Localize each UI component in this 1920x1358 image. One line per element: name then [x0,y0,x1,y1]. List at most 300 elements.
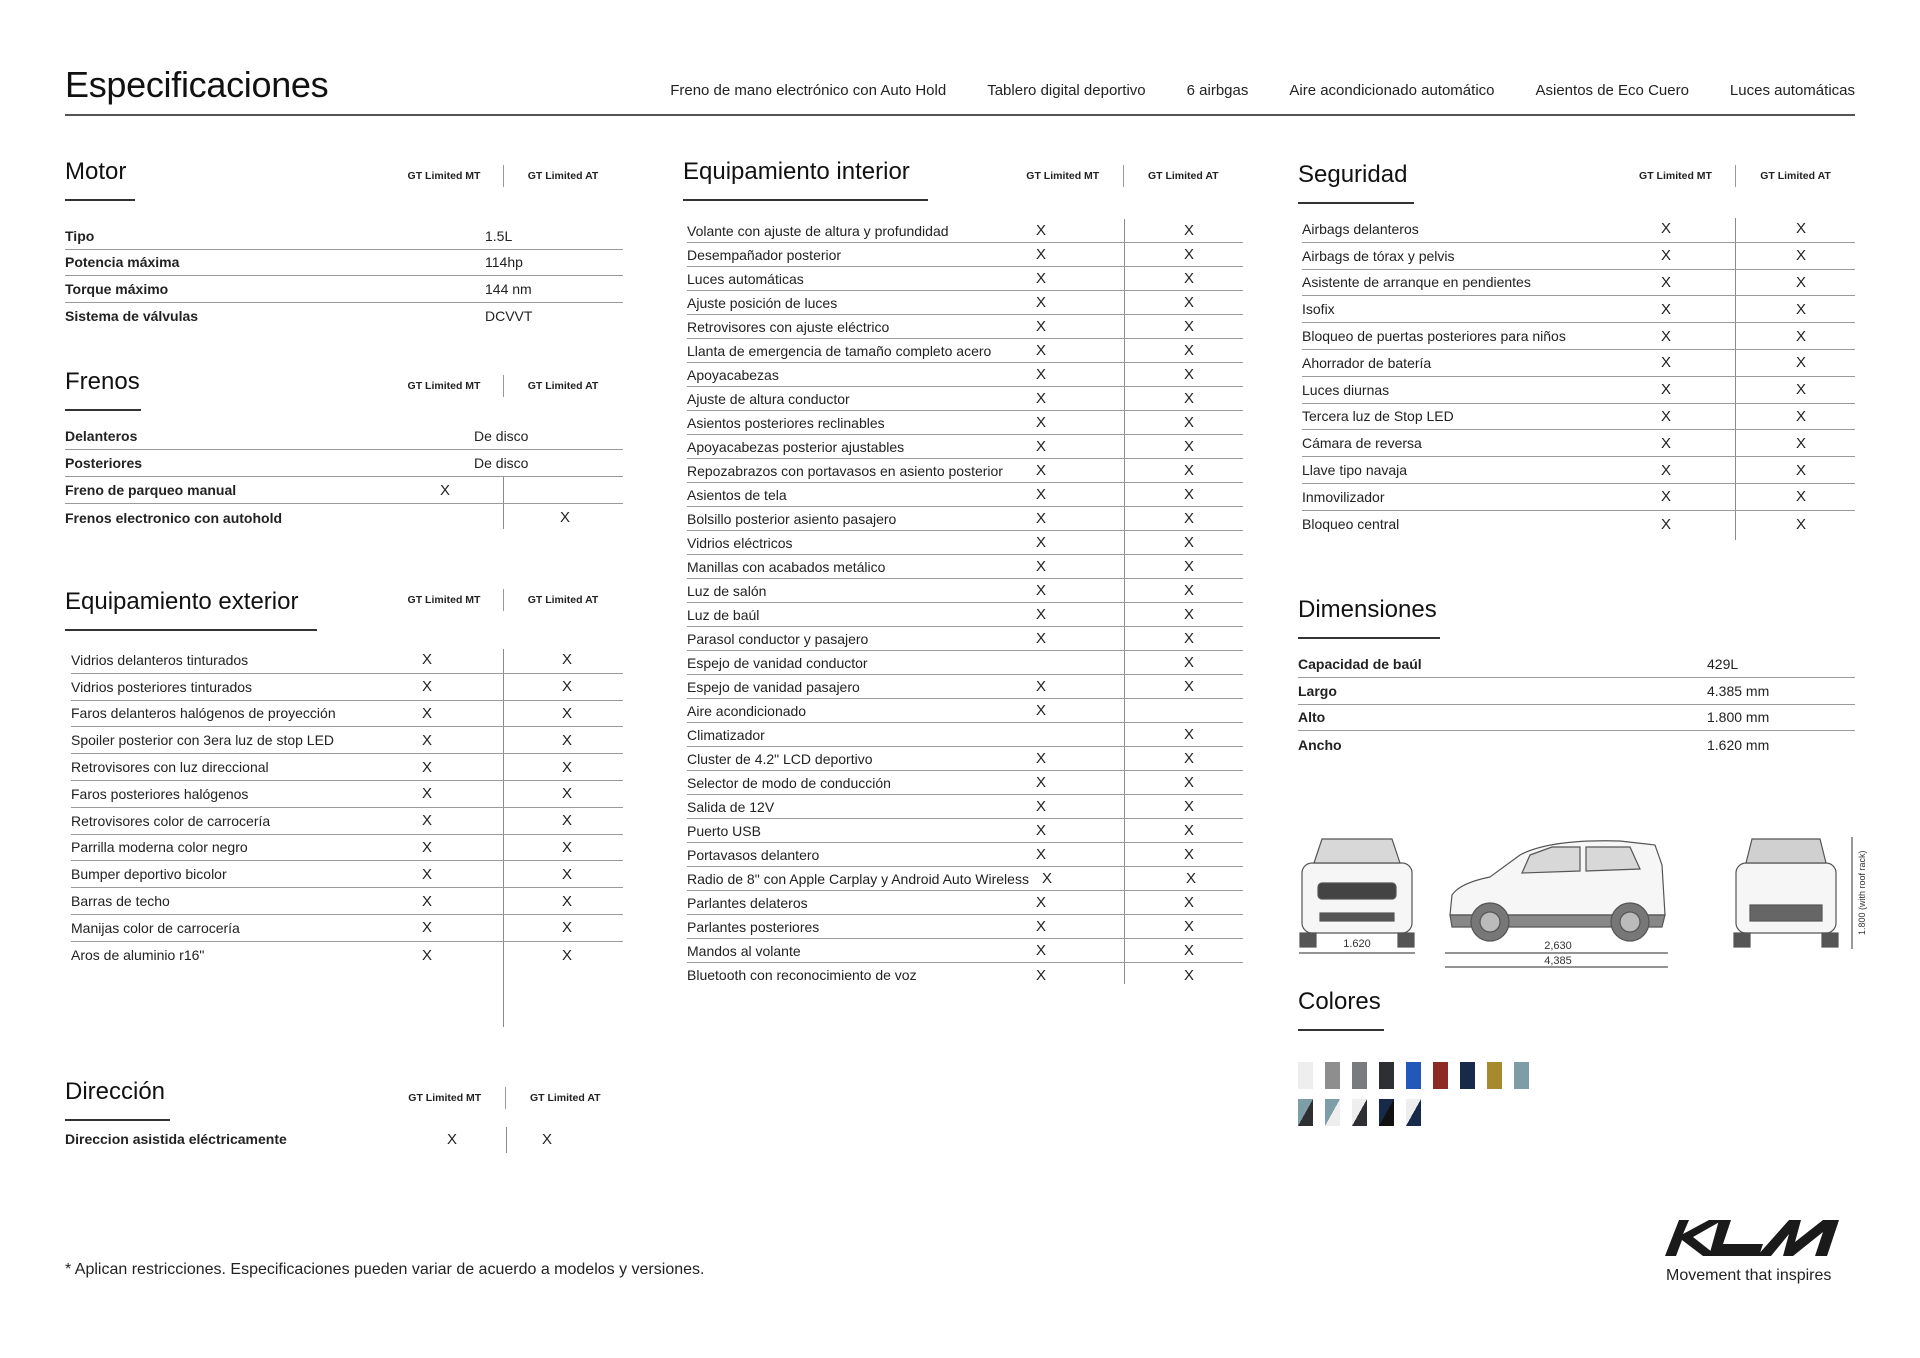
table-row [65,423,623,450]
row-label: Spoiler posterior con 3era luz de stop LED [71,732,335,749]
table-row [1302,216,1855,243]
table-row [687,531,1243,555]
column-header-at: GT Limited AT [527,594,599,606]
at-check: X [561,946,572,964]
table-row [71,674,623,701]
color-swatch [1379,1062,1394,1089]
row-label: Ancho [1298,736,1342,753]
table-row [1298,651,1855,678]
section-underline [1298,202,1414,204]
column-header-mt: GT Limited MT [1639,170,1712,182]
mt-check: X [439,481,450,499]
table-row [687,627,1243,651]
section-title: Dirección [65,1078,166,1105]
row-label: Largo [1298,682,1337,699]
at-check: X [1795,515,1806,533]
mt-check: X [1035,438,1046,455]
table-row [1302,511,1855,538]
table-row [687,315,1243,339]
table-row [71,647,623,674]
section-underline [1298,1029,1384,1031]
table-row [1302,404,1855,431]
row-label: Bloqueo de puertas posteriores para niños [1302,328,1566,345]
color-swatch [1325,1062,1340,1089]
mt-check: X [1660,381,1671,399]
at-check: X [1183,750,1194,767]
table-row [687,843,1243,867]
mt-check: X [421,892,432,910]
section-title: Dimensiones [1298,596,1437,623]
at-check: X [1183,486,1194,503]
highlight-item: Asientos de Eco Cuero [1535,82,1689,99]
table-row [65,477,623,504]
table-row [687,291,1243,315]
section-underline [65,1119,170,1121]
row-label: Torque máximo [65,280,169,297]
mt-check: X [1035,798,1046,815]
row-label: Desempañador posterior [687,246,842,263]
row-label: Apoyacabezas posterior ajustables [687,438,905,455]
mt-check: X [1035,774,1046,791]
row-label: Manillas con acabados metálico [687,558,886,575]
at-check: X [1185,870,1196,887]
row-label: Bluetooth con reconocimiento de voz [687,967,917,983]
at-check: X [1795,247,1806,265]
spec-table [1298,216,1855,538]
table-row [65,223,623,250]
at-check: X [1183,438,1194,455]
solid-color-row [1298,1062,1529,1089]
at-check: X [1183,726,1194,743]
table-row [1302,350,1855,377]
row-label: Luces automáticas [687,270,804,287]
row-label: Frenos electronico con autohold [65,509,283,526]
mt-check: X [1660,300,1671,318]
table-row [687,555,1243,579]
row-label: Bloqueo central [1302,516,1400,533]
column-header-mt: GT Limited MT [407,594,481,606]
spec-table [65,647,623,969]
disclaimer-footnote: * Aplican restricciones. Especificaciones pueden variar de acuerdo a modelos y versiones. [65,1261,705,1278]
at-check: X [1795,407,1806,425]
mt-check: X [1035,894,1046,911]
table-row [687,243,1243,267]
table-row [71,754,623,781]
table-row [1298,731,1855,758]
mt-check: X [1035,534,1046,551]
at-check: X [1183,918,1194,935]
mt-check: X [1035,366,1046,383]
table-row [65,504,623,531]
at-check: X [561,919,572,937]
at-check: X [1183,246,1194,263]
svg-text:4,385: 4,385 [1544,955,1572,967]
table-row [687,603,1243,627]
color-swatch [1460,1062,1475,1089]
mt-check: X [421,758,432,776]
at-check: X [1795,434,1806,452]
mt-check: X [1660,220,1671,238]
table-row [71,701,623,728]
mt-check: X [1660,327,1671,345]
row-label: Asistente de arranque en pendientes [1302,274,1531,291]
mt-check: X [1035,822,1046,839]
mt-check: X [1035,966,1046,984]
table-row [687,771,1243,795]
mt-check: X [1660,273,1671,291]
mt-check: X [421,785,432,803]
highlight-item: Freno de mano electrónico con Auto Hold [670,82,947,99]
color-swatch [1298,1062,1313,1089]
spec-table [1298,651,1855,758]
row-label: Luces diurnas [1302,381,1390,398]
section-direccion [65,1077,625,1148]
row-label: Puerto USB [687,822,761,839]
mt-check: X [446,1130,457,1148]
section-exterior [65,587,623,964]
table-row [687,651,1243,675]
column-header-at: GT Limited AT [527,380,599,392]
color-swatch [1487,1062,1502,1089]
svg-text:1.620: 1.620 [1343,938,1371,950]
row-label: Aros de aluminio r16" [71,947,205,964]
mt-check: X [1035,462,1046,479]
table-row [71,861,623,888]
highlight-item: 6 airbgas [1186,82,1249,99]
mt-check: X [421,731,432,749]
two-tone-color-swatch [1325,1099,1340,1126]
mt-check: X [421,651,432,669]
table-row [687,723,1243,747]
at-check: X [561,892,572,910]
at-check: X [561,704,572,722]
table-row [687,795,1243,819]
section-title: Equipamiento interior [683,158,910,185]
row-label: Sistema de válvulas [65,307,199,324]
row-value: 1.620 mm [1707,736,1770,753]
column-header-at: GT Limited AT [529,1092,601,1104]
table-row [1298,678,1855,705]
column-headers [1003,165,1243,187]
mt-check: X [1035,702,1046,719]
row-label: Bolsillo posterior asiento pasajero [687,510,897,527]
table-row [1302,243,1855,270]
row-label: Asientos de tela [687,486,787,503]
table-row [687,339,1243,363]
row-value: 1.5L [485,227,513,244]
row-label: Ajuste de altura conductor [687,390,850,407]
at-check: X [561,678,572,696]
mt-check: X [1035,750,1046,767]
column-headers [385,375,623,397]
at-check: X [559,509,570,526]
section-dimensiones [1298,595,1855,753]
table-row [65,250,623,277]
table-row [687,891,1243,915]
section-title: Frenos [65,368,140,395]
at-check: X [1183,846,1194,863]
mt-check: X [421,865,432,883]
mt-check: X [1035,486,1046,503]
row-label: Volante con ajuste de altura y profundidad [687,222,949,239]
row-value: De disco [474,455,529,471]
mt-check: X [1035,558,1046,575]
section-interior [683,157,1243,984]
mt-check: X [1035,942,1046,959]
mt-check: X [421,838,432,856]
column-header-mt: GT Limited MT [1026,170,1100,182]
table-row [71,808,623,835]
table-row [1302,484,1855,511]
table-row [1302,457,1855,484]
row-label: Ahorrador de batería [1302,354,1432,371]
table-row [687,915,1243,939]
row-label: Parrilla moderna color negro [71,839,248,856]
mt-check: X [421,812,432,830]
spec-table [65,1125,625,1153]
at-check: X [1183,678,1194,695]
spec-table [65,423,623,531]
mt-check: X [1035,630,1046,647]
at-check: X [561,865,572,883]
row-label: Tipo [65,227,95,244]
section-seguridad [1298,160,1855,533]
row-label: Radio de 8" con Apple Carplay y Android Auto Wireless [687,870,1029,887]
row-label: Aire acondicionado [687,702,807,719]
row-label: Potencia máxima [65,254,180,271]
table-row [65,1125,625,1153]
table-row [687,219,1243,243]
mt-check: X [1035,246,1046,263]
two-tone-color-swatch [1352,1099,1367,1126]
highlight-item: Luces automáticas [1729,82,1855,99]
at-check: X [561,651,572,669]
mt-check: X [1660,407,1671,425]
table-row [65,450,623,477]
table-row [687,699,1243,723]
car-drawing-icon [1290,825,1910,975]
spec-table [65,223,623,329]
section-underline [65,409,141,411]
row-label: Delanteros [65,428,138,444]
row-label: Parlantes posteriores [687,918,820,935]
column-header-mt: GT Limited MT [408,1092,482,1104]
header-divider [65,114,1855,116]
brand-tagline: Movement that inspires [1666,1267,1832,1284]
row-value: DCVVT [485,307,533,324]
row-label: Vidrios eléctricos [687,534,793,551]
row-label: Faros delanteros halógenos de proyección [71,705,336,722]
spec-table [683,219,1243,987]
highlight-item: Aire acondicionado automático [1289,82,1495,99]
mt-check: X [1660,461,1671,479]
row-label: Luz de salón [687,582,767,599]
at-check: X [1183,294,1194,311]
column-header-at: GT Limited AT [1147,170,1219,182]
at-check: X [1795,327,1806,345]
row-label: Espejo de vanidad pasajero [687,678,860,695]
row-label: Retrovisores color de carrocería [71,812,271,829]
row-label: Vidrios delanteros tinturados [71,651,249,668]
at-check: X [1795,273,1806,291]
table-row [1302,377,1855,404]
at-check: X [561,785,572,803]
row-label: Climatizador [687,726,765,743]
table-row [687,459,1243,483]
at-check: X [561,838,572,856]
mt-check: X [1035,606,1046,623]
table-row [71,835,623,862]
vehicle-dimension-drawings [1290,825,1910,975]
mt-check: X [1035,222,1046,239]
row-label: Retrovisores con ajuste eléctrico [687,318,890,335]
at-check: X [1795,461,1806,479]
svg-text:2,630: 2,630 [1544,940,1572,952]
row-label: Airbags delanteros [1302,220,1419,237]
table-row [687,675,1243,699]
column-header-at: GT Limited AT [1760,170,1831,182]
at-check: X [1183,318,1194,335]
column-headers [385,1087,625,1109]
mt-check: X [1660,354,1671,372]
column-headers [1616,165,1855,187]
row-value: 1.800 mm [1707,709,1770,726]
highlight-item: Tablero digital deportivo [987,82,1146,99]
row-label: Mandos al volante [687,942,801,959]
at-check: X [1795,354,1806,372]
section-underline [65,629,317,631]
mt-check: X [1035,390,1046,407]
at-check: X [1183,798,1194,815]
table-row [687,507,1243,531]
color-swatch [1433,1062,1448,1089]
mt-check: X [1660,488,1671,506]
row-label: Freno de parqueo manual [65,482,237,498]
mt-check: X [1660,515,1671,533]
section-underline [65,199,135,201]
at-check: X [1183,654,1194,671]
at-check: X [1183,366,1194,383]
at-check: X [1183,534,1194,551]
row-label: Faros posteriores halógenos [71,785,249,802]
table-row [687,939,1243,963]
mt-check: X [1035,342,1046,359]
color-swatch [1406,1062,1421,1089]
mt-check: X [421,704,432,722]
section-title: Motor [65,158,127,185]
kia-logo-icon [1665,1212,1843,1258]
color-swatches [1298,1062,1529,1136]
at-check: X [1795,300,1806,318]
table-row [687,867,1243,891]
table-row [65,303,623,330]
mt-check: X [1660,247,1671,265]
mt-check: X [1035,918,1046,935]
mt-check: X [421,946,432,964]
mt-check: X [1035,318,1046,335]
two-tone-color-swatch [1379,1099,1394,1126]
row-label: Salida de 12V [687,798,775,815]
two-tone-color-row [1298,1099,1529,1126]
table-row [71,727,623,754]
section-underline [683,199,928,201]
section-title: Colores [1298,988,1381,1015]
at-check: X [1795,381,1806,399]
table-row [687,747,1243,771]
column-header-mt: GT Limited MT [407,170,481,182]
row-label: Capacidad de baúl [1298,655,1422,672]
table-row [1302,323,1855,350]
row-label: Portavasos delantero [687,846,820,863]
table-row [71,888,623,915]
row-label: Cámara de reversa [1302,435,1422,452]
mt-check: X [1035,414,1046,431]
row-label: Llanta de emergencia de tamaño completo acero [687,342,992,359]
mt-check: X [1035,846,1046,863]
table-row [71,942,623,969]
at-check: X [1183,270,1194,287]
row-label: Repozabrazos con portavasos en asiento posterior [687,462,1003,479]
two-tone-color-swatch [1406,1099,1421,1126]
row-label: Llave tipo navaja [1302,462,1408,479]
mt-check: X [1035,582,1046,599]
row-label: Alto [1298,709,1326,726]
row-label: Asientos posteriores reclinables [687,414,885,431]
at-check: X [1183,774,1194,791]
mt-check: X [1035,294,1046,311]
svg-text:1.800 (with roof rack): 1.800 (with roof rack) [1857,850,1867,935]
row-label: Luz de baúl [687,606,760,623]
column-headers [385,589,623,611]
table-row [1302,296,1855,323]
row-label: Parasol conductor y pasajero [687,630,869,647]
row-label: Vidrios posteriores tinturados [71,678,253,695]
table-row [687,267,1243,291]
at-check: X [1183,390,1194,407]
row-value: 114hp [485,254,523,271]
table-row [687,411,1243,435]
table-row [1298,705,1855,732]
table-row [687,483,1243,507]
at-check: X [1183,894,1194,911]
mt-check: X [421,919,432,937]
page-title: Especificaciones [65,64,329,105]
at-check: X [1795,220,1806,238]
row-value: 144 nm [485,280,532,297]
row-label: Ajuste posición de luces [687,294,838,311]
row-value: De disco [474,428,529,444]
table-row [687,579,1243,603]
at-check: X [1183,606,1194,623]
row-label: Selector de modo de conducción [687,774,891,791]
section-title: Seguridad [1298,161,1408,188]
table-row [1302,270,1855,297]
row-value: 429L [1707,655,1739,672]
highlights-bar [670,82,1855,99]
at-check: X [1183,414,1194,431]
row-value: 4.385 mm [1707,682,1770,699]
table-row [1302,430,1855,457]
column-header-mt: GT Limited MT [407,380,481,392]
row-label: Apoyacabezas [687,366,779,383]
at-check: X [1183,558,1194,575]
at-check: X [561,731,572,749]
table-row [65,276,623,303]
at-check: X [1183,630,1194,647]
mt-check: X [1035,678,1046,695]
at-check: X [1183,510,1194,527]
section-frenos [65,367,623,526]
